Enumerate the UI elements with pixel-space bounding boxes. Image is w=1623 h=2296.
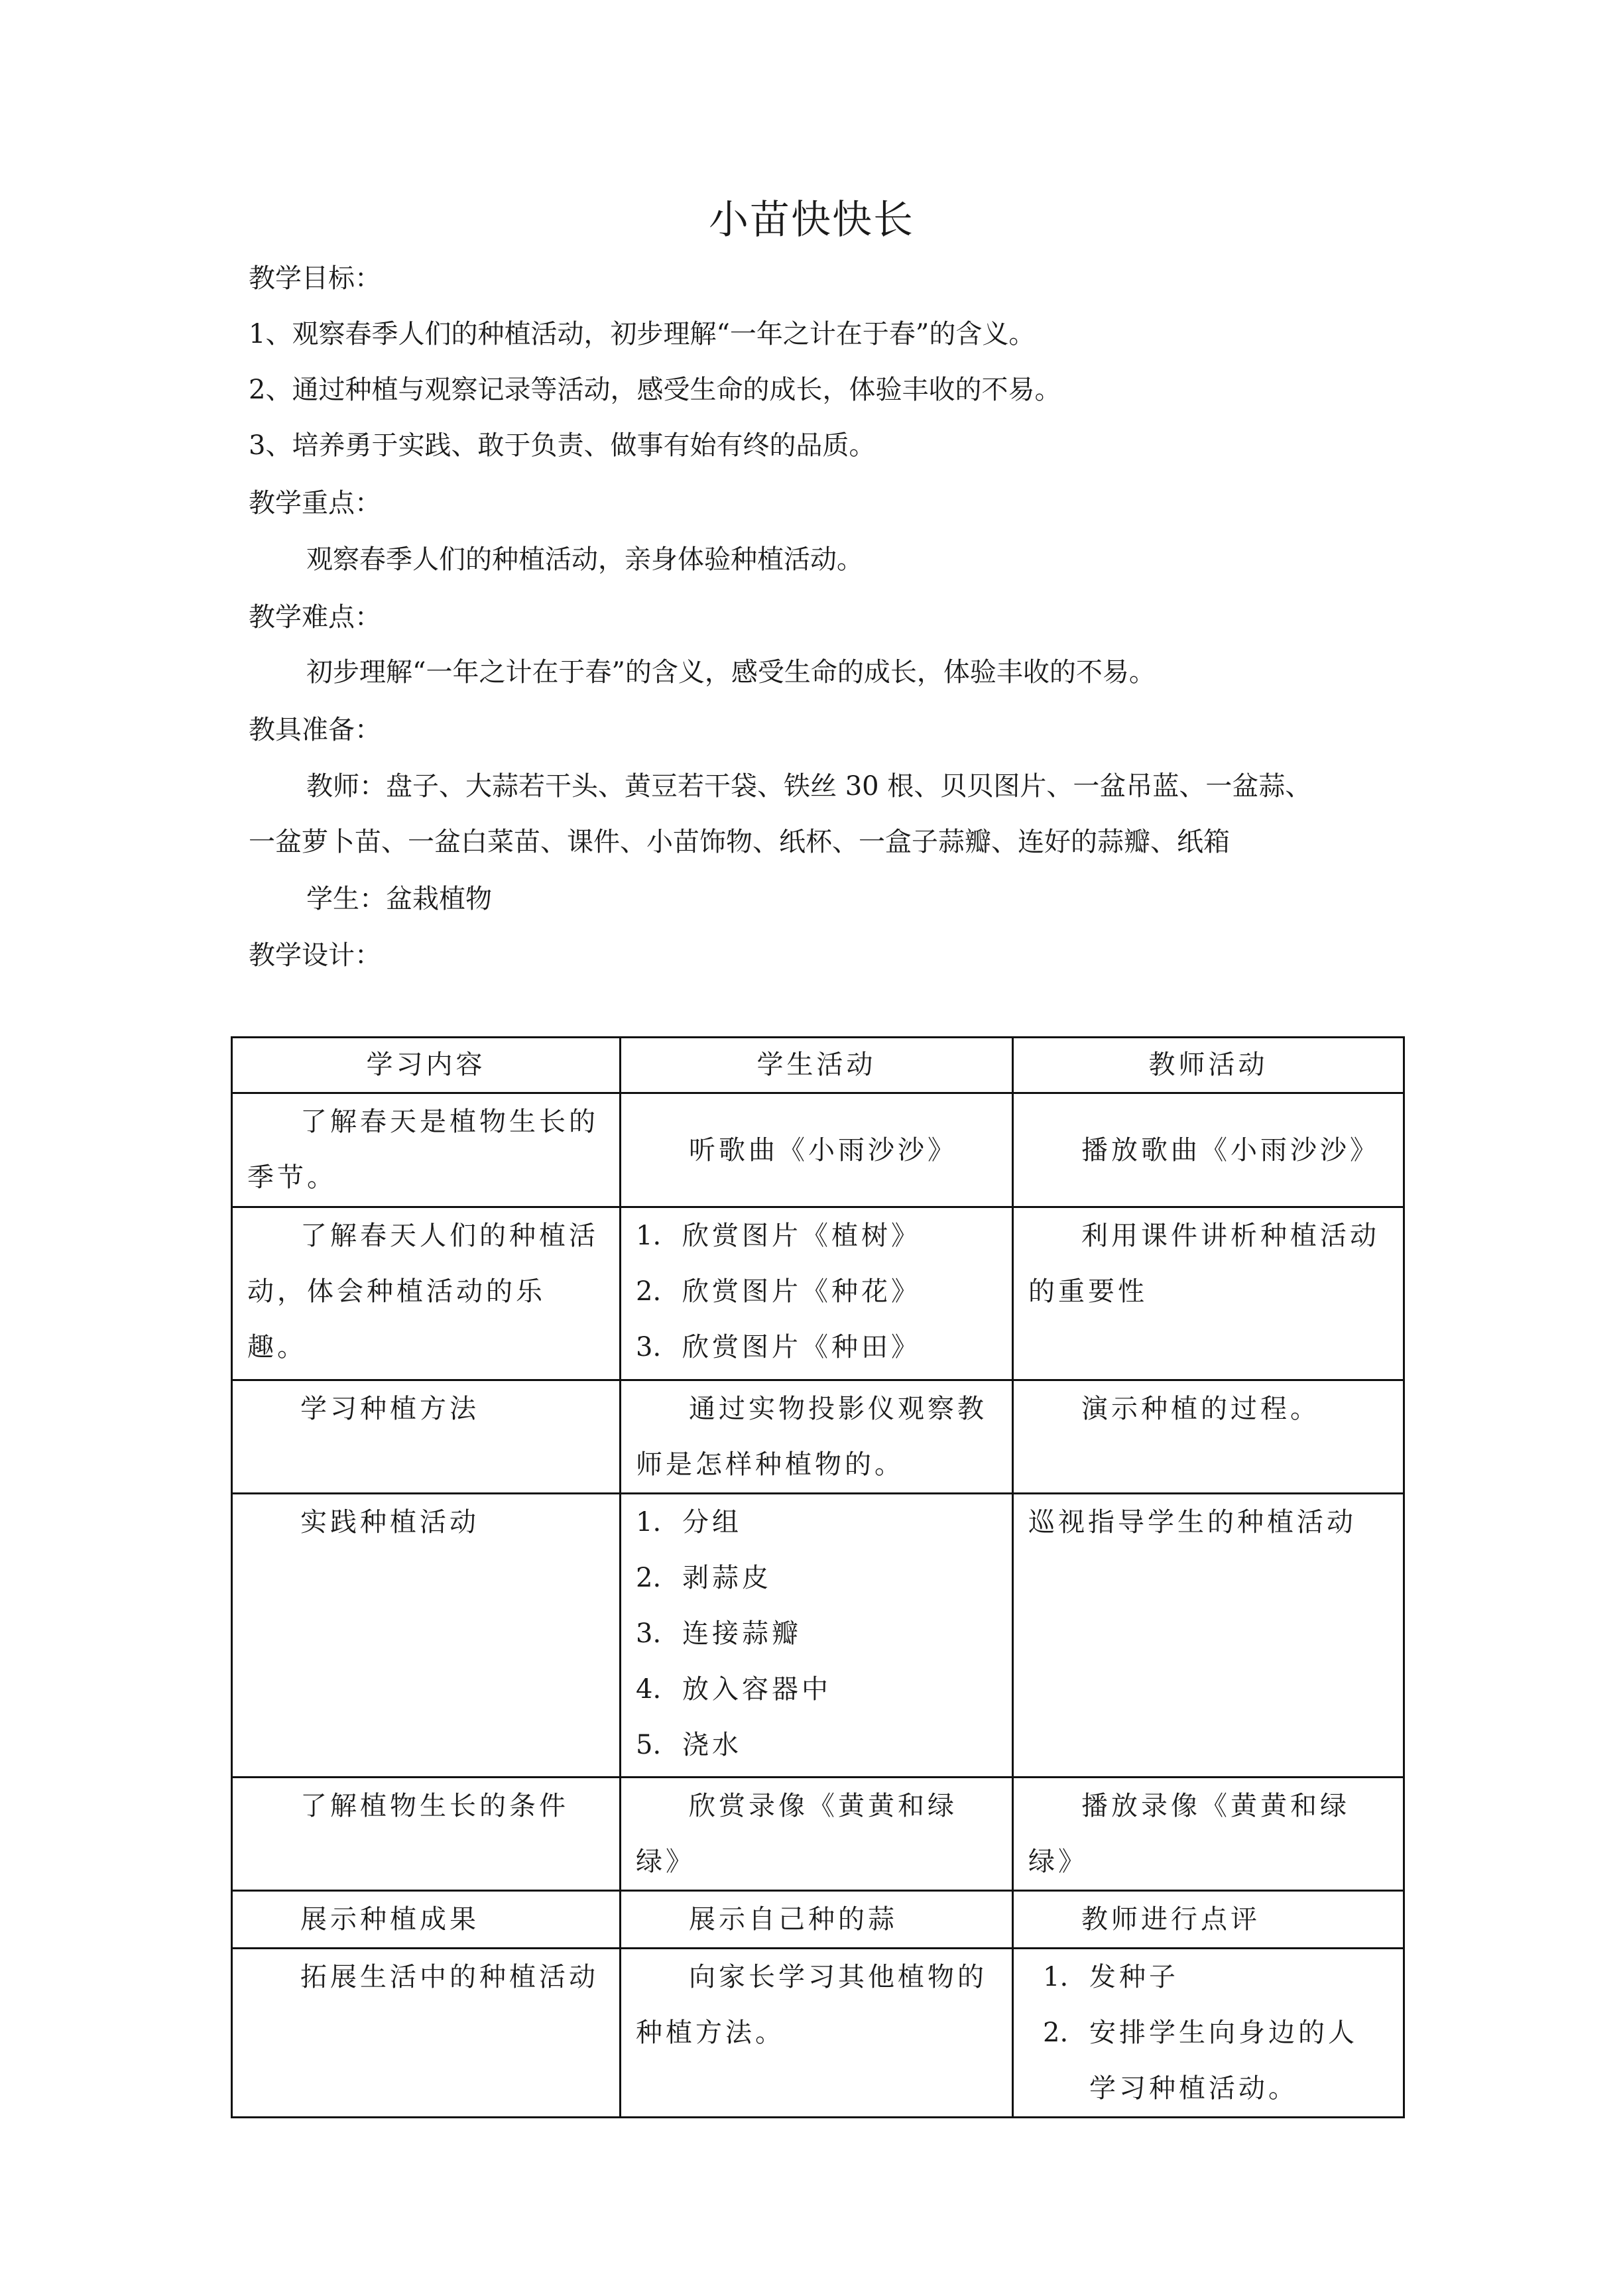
table-row — [232, 1949, 1404, 2118]
student-cell: 欣赏录像《黄黄和绿绿》 — [621, 1778, 1013, 1891]
student-cell: 展示自己种的蒜 — [621, 1891, 1013, 1949]
table-header-row — [232, 1038, 1404, 1093]
table-row — [232, 1778, 1404, 1891]
list-item: 2. 剥蒜皮 — [636, 1563, 772, 1593]
student-cell: 向家长学习其他植物的种植方法。 — [621, 1949, 1013, 2118]
key-points-heading: 教学重点： — [249, 488, 381, 518]
content-cell: 了解春天人们的种植活动，体会种植活动的乐趣。 — [232, 1207, 621, 1380]
content-cell: 学习种植方法 — [232, 1380, 621, 1494]
content-cell: 拓展生活中的种植活动 — [232, 1949, 621, 2118]
difficulties-text: 初步理解“一年之计在于春”的含义，感受生命的成长，体验丰收的不易。 — [306, 657, 1156, 688]
table-row — [232, 1494, 1404, 1778]
table-row — [232, 1891, 1404, 1949]
teaching-design-table — [231, 1036, 1405, 2118]
objective-item-2: 2、通过种植与观察记录等活动，感受生命的成长，体验丰收的不易。 — [249, 375, 1061, 405]
difficulties-heading: 教学难点： — [249, 602, 381, 633]
objectives-heading: 教学目标： — [249, 263, 381, 294]
teacher-cell: 演示种植的过程。 — [1013, 1380, 1404, 1494]
header-student-activity: 学生活动 — [621, 1038, 1013, 1093]
objective-item-1: 1、观察春季人们的种植活动，初步理解“一年之计在于春”的含义。 — [249, 319, 1036, 349]
preparation-student: 学生：盆栽植物 — [306, 884, 492, 914]
preparation-teacher-line2: 一盆萝卜苗、一盆白菜苗、课件、小苗饰物、纸杯、一盒子蒜瓣、连好的蒜瓣、纸箱 — [249, 827, 1230, 857]
page-title: 小苗快快长 — [709, 197, 914, 243]
list-item: 3. 欣赏图片《种田》 — [636, 1332, 921, 1362]
content-cell: 了解春天是植物生长的季节。 — [232, 1093, 621, 1207]
teacher-cell — [1013, 1949, 1404, 2118]
content-cell: 了解植物生长的条件 — [232, 1778, 621, 1891]
list-item: 1. 发种子 — [1043, 1962, 1179, 1992]
list-item: 4. 放入容器中 — [636, 1674, 831, 1705]
content-cell: 实践种植活动 — [232, 1494, 621, 1778]
header-learning-content: 学习内容 — [232, 1038, 621, 1093]
key-points-text: 观察春季人们的种植活动，亲身体验种植活动。 — [306, 544, 863, 575]
objective-item-3: 3、培养勇于实践、敢于负责、做事有始有终的品质。 — [249, 430, 876, 461]
student-cell: 听歌曲《小雨沙沙》 — [621, 1093, 1013, 1207]
student-cell — [621, 1207, 1013, 1380]
list-item-continuation: 学习种植活动。 — [1089, 2073, 1298, 2104]
preparation-teacher-line1: 教师：盘子、大蒜若干头、黄豆若干袋、铁丝 30 根、贝贝图片、一盆吊蓝、一盆蒜、 — [306, 771, 1312, 802]
list-item: 1. 分组 — [636, 1507, 742, 1538]
design-heading: 教学设计： — [249, 940, 381, 971]
teacher-cell: 利用课件讲析种植活动的重要性 — [1013, 1207, 1404, 1380]
preparation-heading: 教具准备： — [249, 715, 381, 745]
list-item: 2. 安排学生向身边的人 — [1043, 2018, 1358, 2048]
student-cell: 通过实物投影仪观察教师是怎样种植物的。 — [621, 1380, 1013, 1494]
teacher-cell: 教师进行点评 — [1013, 1891, 1404, 1949]
list-item: 3. 连接蒜瓣 — [636, 1618, 802, 1649]
student-cell — [621, 1494, 1013, 1778]
table-row — [232, 1380, 1404, 1494]
table-row — [232, 1093, 1404, 1207]
header-teacher-activity: 教师活动 — [1013, 1038, 1404, 1093]
teacher-cell: 播放录像《黄黄和绿绿》 — [1013, 1778, 1404, 1891]
list-item: 5. 浇水 — [636, 1730, 742, 1760]
teacher-cell: 播放歌曲《小雨沙沙》 — [1013, 1093, 1404, 1207]
list-item: 2. 欣赏图片《种花》 — [636, 1276, 921, 1307]
content-cell: 展示种植成果 — [232, 1891, 621, 1949]
table-row — [232, 1207, 1404, 1380]
teacher-cell: 巡视指导学生的种植活动 — [1013, 1494, 1404, 1778]
list-item: 1. 欣赏图片《植树》 — [636, 1221, 921, 1251]
